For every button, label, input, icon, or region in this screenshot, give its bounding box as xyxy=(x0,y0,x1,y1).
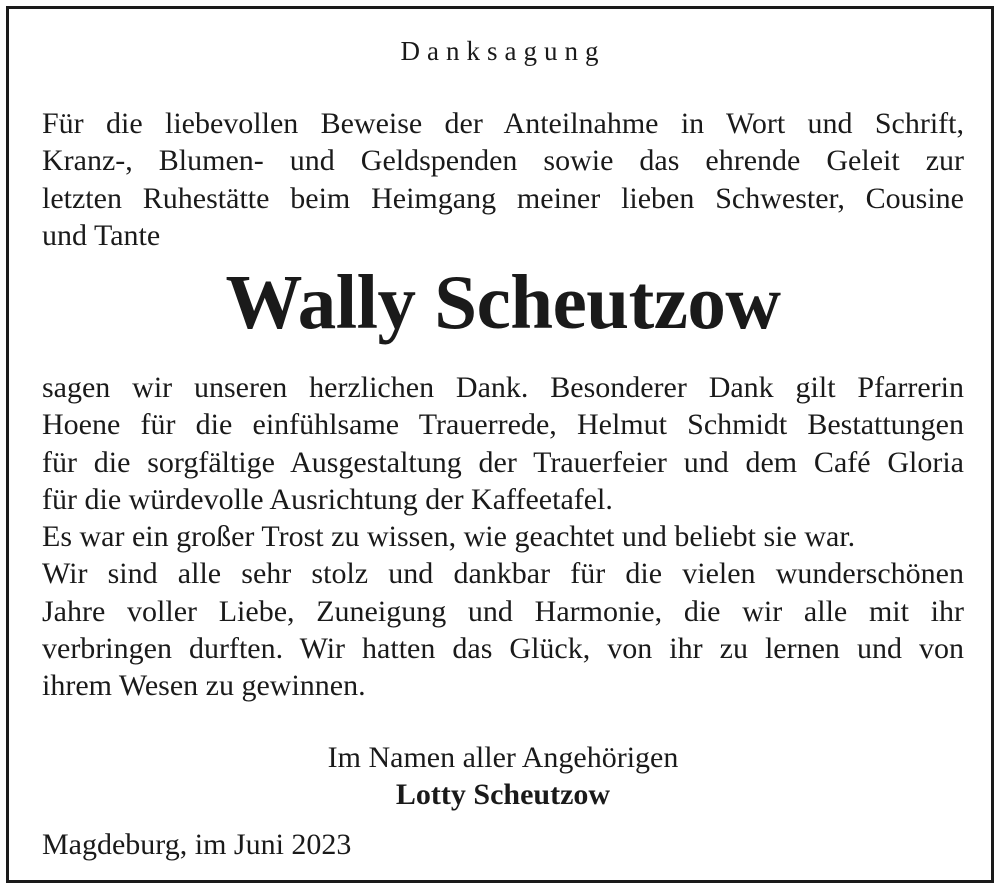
intro-line: Kranz-, Blumen- und Geldspenden sowie das ehrende Geleit zur xyxy=(42,144,964,178)
closing-block xyxy=(42,739,964,813)
intro-line: Für die liebevollen Beweise der Anteilnahme in Wort und Schrift, xyxy=(42,107,964,140)
intro-line: letzten Ruhestätte beim Heimgang meiner lieben Schwester, Cousine xyxy=(42,181,964,215)
deceased-name: Wally Scheutzow xyxy=(225,259,781,345)
thanks-line: sagen wir unseren herzlichen Dank. Besonderer Dank gilt Pfarrerin xyxy=(42,371,964,404)
thanks-line: Jahre voller Liebe, Zuneigung und Harmonie, die wir alle mit ihr xyxy=(42,594,964,628)
thanks-line: Hoene für die einfühlsame Trauerrede, Helmut Schmidt Bestattungen xyxy=(42,408,964,442)
thanks-line: verbringen durften. Wir hatten das Glück, von ihr zu lernen und von xyxy=(42,632,964,666)
signer-name: Lotty Scheutzow xyxy=(395,778,611,811)
thanks-paragraph xyxy=(42,369,964,705)
notice-heading: Danksagung xyxy=(400,36,606,66)
notice-frame xyxy=(6,6,994,883)
thanks-line: Wir sind alle sehr stolz und dankbar für die vielen wunderschönen xyxy=(42,557,964,591)
intro-paragraph xyxy=(42,105,964,254)
thanks-line: ihrem Wesen zu gewinnen. xyxy=(42,669,366,703)
intro-line: und Tante xyxy=(42,218,161,252)
thanks-line: Es war ein großer Trost zu wissen, wie geachtet und beliebt sie war. xyxy=(42,520,856,554)
thanks-line: für die würdevolle Ausrichtung der Kaffeetafel. xyxy=(42,482,613,516)
closing-line: Im Namen aller Angehörigen xyxy=(327,741,679,774)
place-date: Magdeburg, im Juni 2023 xyxy=(42,828,352,861)
thanks-line: für die sorgfältige Ausgestaltung der Trauerfeier und dem Café Gloria xyxy=(42,445,964,479)
